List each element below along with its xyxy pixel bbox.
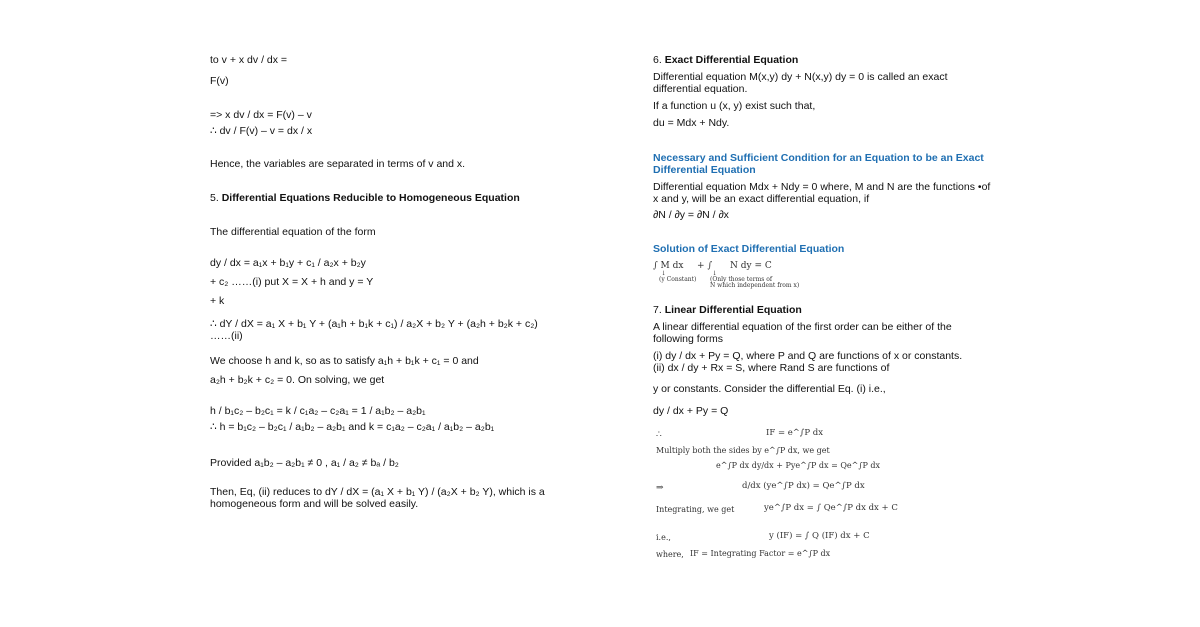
fig-where: where, — [656, 550, 684, 559]
fig-solution-eq: y (IF) = ∫ Q (IF) dx + C — [769, 531, 870, 541]
fig-plus-integral: + ∫ — [697, 261, 713, 271]
right-line-1: Differential equation M(x,y) dy + N(x,y) dy = 0 is called an exact differential equation. — [653, 71, 948, 95]
left-line-14: ∴ h = b₁c₂ – b₂c₁ / a₁b₂ – a₂b₁ and k = c₁a₂ – c₂a₁ / a₁b₂ – a₂b₁ — [210, 421, 495, 433]
left-line-11: We choose h and k, so as to satisfy a₁h + b₁k + c₁ = 0 and — [210, 355, 479, 367]
fig-if-meaning: IF = Integrating Factor = e^∫P dx — [690, 549, 831, 558]
fig-implies: ⇒ — [656, 483, 664, 493]
section-7-number: 7. — [653, 304, 665, 316]
section-5-number: 5. — [210, 192, 222, 204]
fig-therefore: ∴ — [656, 430, 662, 440]
linear-de-figure — [654, 422, 898, 564]
fig-n-independent: N which independent from x) — [710, 282, 800, 289]
section-5-heading — [210, 192, 520, 204]
left-line-13: h / b₁c₂ – b₂c₁ = k / c₁a₂ – c₂a₁ = 1 / a₁b₂ – a₂b₁ — [210, 405, 426, 417]
left-line-9: + k — [210, 295, 225, 307]
left-line-10: ∴ dY / dX = a₁ X + b₁ Y + (a₁h + b₁k + c₁) / a₂X + b₂ Y + (a₂h + b₂k + c₂) ……(ii) — [210, 318, 538, 342]
left-line-3: => x dv / dx = F(v) – v — [210, 109, 312, 121]
fig-n-dy: N dy = C — [730, 261, 772, 271]
left-line-15: Provided a₁b₂ – a₂b₁ ≠ 0 , a₁ / a₂ ≠ bₐ / b₂ — [210, 457, 399, 469]
fig-integrated-eq: ye^∫P dx = ∫ Qe^∫P dx dx + C — [764, 503, 898, 513]
right-line-7: (i) dy / dx + Py = Q, where P and Q are functions of x or constants. — [653, 350, 963, 362]
left-line-2: F(v) — [210, 75, 229, 87]
right-line-5: ∂N / ∂y = ∂N / ∂x — [653, 209, 729, 221]
fig-ie: i.e., — [656, 533, 671, 542]
fig-derivative-eq: d/dx (ye^∫P dx) = Qe^∫P dx — [742, 481, 865, 491]
section-7-title: Linear Differential Equation — [664, 304, 802, 316]
section-6-heading — [653, 54, 798, 66]
right-line-3: du = Mdx + Ndy. — [653, 117, 730, 129]
right-line-4: Differential equation Mdx + Ndy = 0 where, M and N are the functions •of x and y, will be an exact differential equation, if — [653, 181, 991, 205]
section-6-title: Exact Differential Equation — [664, 54, 799, 66]
right-line-2: If a function u (x, y) exist such that, — [653, 100, 816, 112]
fig-multiplied-eq: e^∫P dx dy/dx + Pye^∫P dx = Qe^∫P dx — [716, 461, 881, 470]
fig-y-constant: (y Constant) — [659, 276, 697, 283]
nsc-heading: Necessary and Sufficient Condition for an Equation to be an Exact Differential Equation — [653, 152, 984, 176]
left-line-12: a₂h + b₂k + c₂ = 0. On solving, we get — [210, 374, 385, 386]
solution-heading: Solution of Exact Differential Equation — [653, 243, 845, 255]
right-line-10: dy / dx + Py = Q — [653, 405, 729, 417]
fig-integral-m: ∫ M dx — [653, 261, 684, 271]
fig-multiply-text: Multiply both the sides by e^∫P dx, we get — [656, 446, 830, 455]
section-7-heading — [653, 304, 802, 316]
right-line-8: (ii) dx / dy + Rx = S, where Rand S are functions of — [653, 362, 890, 374]
left-line-16: Then, Eq, (ii) reduces to dY / dX = (a₁ X + b₁ Y) / (a₂X + b₂ Y), which is a homogeneous form and will be solved easily. — [210, 486, 545, 510]
right-line-9: y or constants. Consider the differential Eq. (i) i.e., — [653, 383, 886, 395]
left-line-4: ∴ dv / F(v) – v = dx / x — [210, 125, 313, 137]
fig-integrating-text: Integrating, we get — [656, 505, 735, 514]
arrow-down-icon: ↓ — [661, 270, 667, 277]
exact-solution-figure — [653, 258, 800, 290]
left-line-5: Hence, the variables are separated in terms of v and x. — [210, 158, 466, 170]
right-line-6: A linear differential equation of the first order can be either of the following forms — [653, 321, 952, 345]
left-line-6: The differential equation of the form — [210, 226, 376, 238]
left-line-7: dy / dx = a₁x + b₁y + c₁ / a₂x + b₂y — [210, 257, 366, 269]
arrow-down-icon: ↓ — [712, 270, 718, 277]
left-line-8: + c₂ ……(i) put X = X + h and y = Y — [210, 276, 374, 288]
fig-if-definition: IF = e^∫P dx — [766, 428, 824, 438]
section-6-number: 6. — [653, 54, 665, 66]
left-line-1: to v + x dv / dx = — [210, 54, 288, 66]
section-5-title: Differential Equations Reducible to Homogeneous Equation — [221, 192, 520, 204]
fig-only-those: (Only those terms of — [710, 276, 773, 283]
